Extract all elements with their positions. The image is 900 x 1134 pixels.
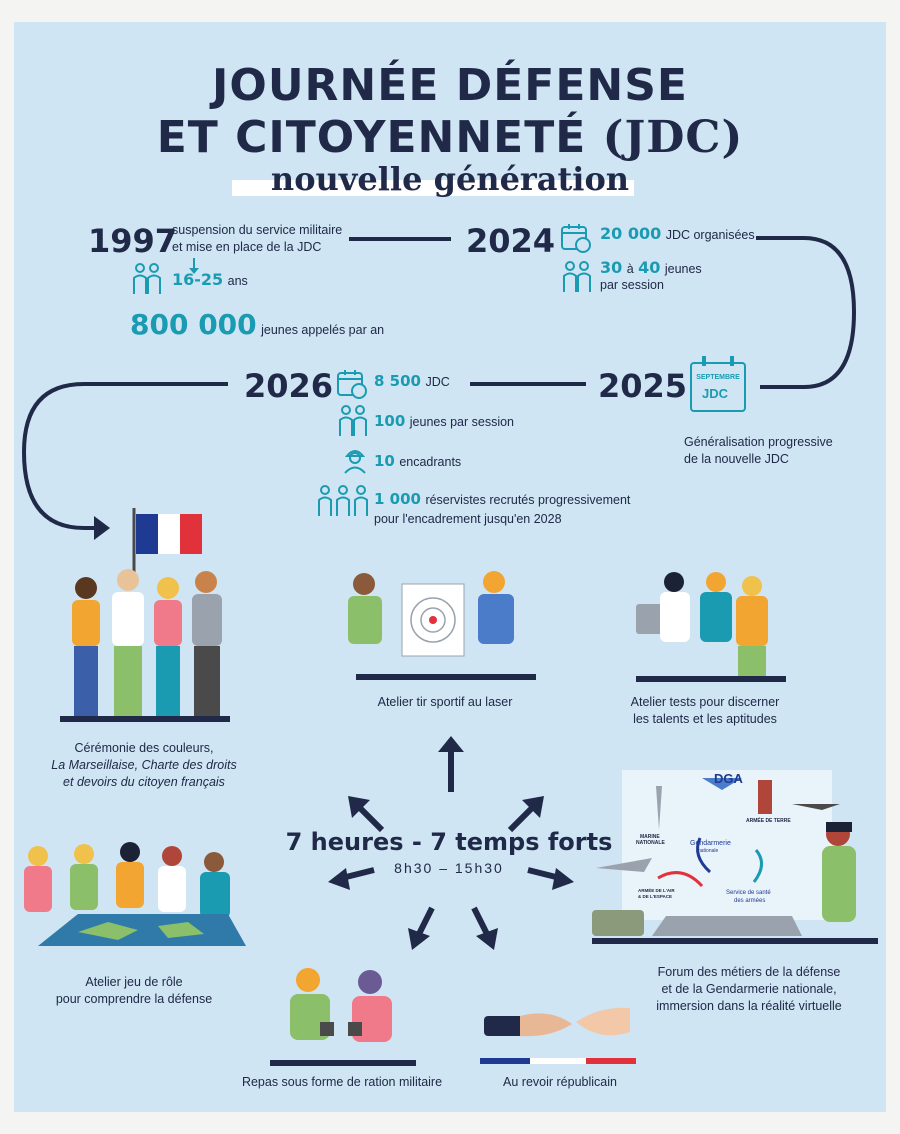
logo-marine-line1: MARINE bbox=[640, 834, 660, 840]
desc-1997-line1: suspension du service militaire bbox=[172, 223, 343, 237]
year-1997: 1997 bbox=[88, 222, 178, 260]
staff-2026 bbox=[374, 452, 461, 471]
jdc-count-2024 bbox=[600, 224, 755, 244]
title-main: ET CITOYENNETÉ bbox=[156, 112, 587, 163]
logo-marine-line2: NATIONALE bbox=[636, 840, 665, 846]
age-unit: ans bbox=[227, 274, 248, 288]
handshake-illustration bbox=[480, 1002, 640, 1068]
caption-ceremony-line2: La Marseillaise, Charte des droits bbox=[51, 758, 237, 772]
caption-ceremony-line1: Cérémonie des couleurs, bbox=[74, 741, 214, 755]
shooting-illustration bbox=[340, 570, 550, 690]
jdc-value-2024: 20 000 bbox=[600, 224, 662, 243]
desc-2025-line1: Généralisation progressive bbox=[684, 435, 833, 449]
center-hours: 8h30 – 15h30 bbox=[394, 860, 504, 876]
reserve-label2: pour l'encadrement jusqu'en 2028 bbox=[374, 512, 562, 526]
calendar-icon bbox=[560, 222, 592, 254]
youth-value-b: 40 bbox=[638, 258, 661, 277]
tests-illustration bbox=[624, 568, 794, 688]
count-label: jeunes appelés par an bbox=[261, 323, 385, 337]
age-range-1997 bbox=[172, 270, 248, 290]
caption-ceremony-line3: et devoirs du citoyen français bbox=[63, 775, 225, 789]
calendar-month: SEPTEMBRE bbox=[696, 374, 740, 381]
reserve-2026 bbox=[374, 490, 630, 509]
forum-illustration bbox=[592, 760, 882, 960]
logo-sante-line1: Service de santé bbox=[726, 890, 771, 896]
youth-mid: à bbox=[626, 262, 634, 276]
calendar-jdc: JDC bbox=[701, 386, 728, 401]
jdc-value-2026: 8 500 bbox=[374, 372, 421, 390]
roleplay-illustration bbox=[18, 842, 248, 972]
youth-2024 bbox=[600, 258, 702, 278]
year-2026: 2026 bbox=[244, 367, 334, 405]
caption-forum-line1: Forum des métiers de la défense bbox=[657, 965, 841, 979]
infographic-poster bbox=[14, 22, 886, 1112]
title-line-1: JOURNÉE DÉFENSE bbox=[212, 60, 688, 111]
caption-goodbye: Au revoir républicain bbox=[503, 1075, 617, 1089]
jdc-label-2026: JDC bbox=[425, 375, 450, 389]
soldier-icon bbox=[340, 444, 370, 474]
caption-tests-line1: Atelier tests pour discerner bbox=[630, 695, 780, 709]
youth-label-2026: jeunes par session bbox=[409, 415, 514, 429]
caption-roleplay-line2: pour comprendre la défense bbox=[55, 992, 213, 1006]
caption-meal: Repas sous forme de ration militaire bbox=[241, 1075, 443, 1089]
count-1997 bbox=[130, 308, 384, 341]
youth-value-2026: 100 bbox=[374, 412, 406, 430]
ceremony-illustration bbox=[54, 506, 234, 726]
age-value: 16-25 bbox=[172, 270, 224, 289]
jdc-label-2024: JDC organisées bbox=[665, 228, 755, 242]
youth-value-a: 30 bbox=[600, 258, 623, 277]
youth-label2-2024: par session bbox=[600, 278, 664, 292]
staff-label: encadrants bbox=[399, 455, 462, 469]
caption-forum-line3: immersion dans la réalité virtuelle bbox=[656, 999, 842, 1013]
logo-air-line1: ARMÉE DE L'AIR bbox=[638, 888, 675, 893]
reservists-icon bbox=[316, 484, 370, 518]
logo-gendarmerie-line2: nationale bbox=[698, 848, 719, 854]
center-headline: 7 heures - 7 temps forts bbox=[285, 828, 613, 856]
logo-sante-line2: des armées bbox=[734, 898, 766, 904]
logo-dga: DGA bbox=[714, 771, 743, 786]
title-acronym: (JDC) bbox=[602, 112, 744, 163]
logo-terre: ARMÉE DE TERRE bbox=[746, 818, 791, 824]
year-2025: 2025 bbox=[598, 367, 688, 405]
jdc-count-2026 bbox=[374, 372, 450, 391]
calendar-icon bbox=[336, 368, 368, 400]
logo-gendarmerie-line1: Gendarmerie bbox=[690, 840, 731, 847]
caption-shooting: Atelier tir sportif au laser bbox=[377, 695, 513, 709]
year-2024: 2024 bbox=[466, 222, 556, 260]
count-value: 800 000 bbox=[130, 308, 257, 341]
calendar-september-icon bbox=[690, 362, 746, 412]
people-icon bbox=[130, 262, 164, 296]
youth-2026 bbox=[374, 412, 514, 431]
desc-2025-line2: de la nouvelle JDC bbox=[684, 452, 789, 466]
youth-label1: jeunes bbox=[664, 262, 702, 276]
meal-illustration bbox=[262, 966, 422, 1070]
logo-air-line2: & DE L'ESPACE bbox=[638, 894, 672, 899]
caption-roleplay-line1: Atelier jeu de rôle bbox=[85, 975, 183, 989]
subtitle: nouvelle génération bbox=[270, 160, 630, 198]
staff-value: 10 bbox=[374, 452, 395, 470]
desc-1997-line2: et mise en place de la JDC bbox=[172, 240, 322, 254]
people-icon bbox=[560, 260, 594, 294]
reserve-value: 1 000 bbox=[374, 490, 421, 508]
calendar-ring-icon bbox=[702, 356, 706, 366]
people-icon bbox=[336, 404, 370, 438]
calendar-ring-icon bbox=[730, 356, 734, 366]
caption-forum-line2: et de la Gendarmerie nationale, bbox=[661, 982, 837, 996]
reserve-label1: réservistes recrutés progressivement bbox=[425, 493, 631, 507]
caption-tests-line2: les talents et les aptitudes bbox=[633, 712, 777, 726]
